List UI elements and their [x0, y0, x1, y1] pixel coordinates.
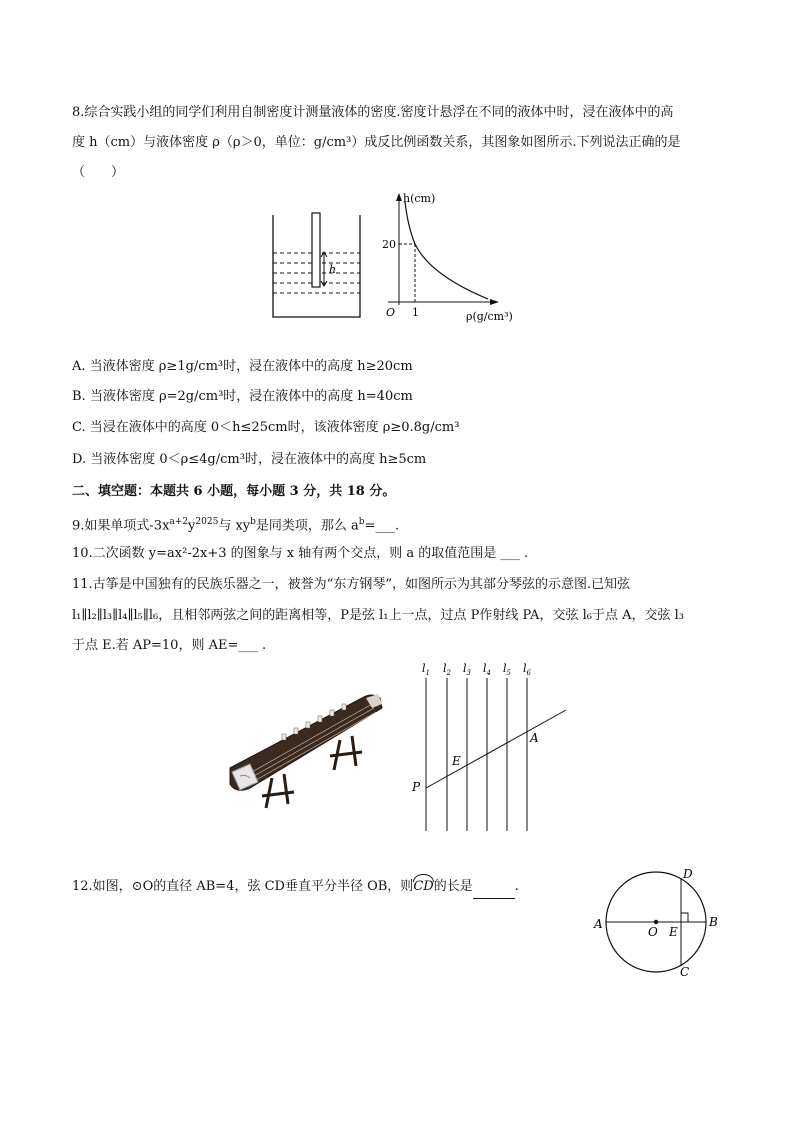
string-l2-label: $l_2$	[443, 662, 451, 677]
q12-arc-cd	[413, 874, 433, 896]
q8-option-b: B. 当液体密度 ρ=2g/cm³时，浸在液体中的高度 h=40cm	[72, 389, 413, 404]
q8-line-1: 8.综合实践小组的同学们利用自制密度计测量液体的密度.密度计悬浮在不同的液体中时，浸在液体中的高	[72, 105, 674, 120]
graph-x-tick-1: 1	[412, 306, 419, 319]
q10-line: 10.二次函数 y=ax²-2x+3 的图象与 x 轴有两个交点，则 a 的取值范围是 ___ .	[72, 546, 529, 561]
string-l3-label: $l_3$	[463, 662, 471, 677]
q12-end: .	[514, 879, 519, 894]
q8-option-d: D. 当液体密度 0＜ρ≤4g/cm³时，浸在液体中的高度 h≥5cm	[72, 452, 427, 467]
section-2-heading: 二、填空题：本题共 6 小题，每小题 3 分，共 18 分。	[72, 484, 396, 499]
q9-mid-1: y	[188, 518, 196, 534]
circle-label-a: A	[594, 917, 603, 931]
point-a-label: A	[530, 731, 539, 745]
q9-line	[72, 513, 399, 535]
q12-answer-blank[interactable]	[473, 880, 515, 899]
circle-label-c: C	[680, 965, 690, 979]
string-l4-label: $l_4$	[483, 662, 491, 677]
q12-line	[72, 874, 519, 899]
graph-x-axis-label: ρ(g/cm³)	[466, 310, 513, 323]
string-l1-label: $l_1$	[422, 662, 430, 677]
point-p-label: P	[412, 780, 421, 794]
q9-sup-3: b	[250, 517, 256, 527]
q9-mid-2: 与 xy	[218, 518, 251, 534]
circle-label-b: B	[709, 915, 718, 929]
string-l5-label: $l_5$	[503, 662, 511, 677]
densimeter-h-label: h	[329, 263, 337, 276]
q8-inverse-graph	[378, 187, 528, 327]
graph-y-axis-label: h(cm)	[403, 192, 436, 205]
q9-sup-1: a+2	[169, 517, 189, 527]
q9-pre: 9.如果单项式-3x	[72, 518, 170, 534]
q12-circle-figure	[590, 862, 720, 982]
q12-arc-mark	[413, 874, 433, 882]
point-e-label: E	[452, 754, 461, 768]
q11-line-2: l₁∥l₂∥l₃∥l₄∥l₅∥l₆，且相邻两弦之间的距离相等，P是弦 l₁上一点，过点 P作射线 PA，交弦 l₆于点 A，交弦 l₃	[72, 608, 684, 623]
guzheng-image	[222, 686, 392, 816]
q12-arc-letters: CD	[413, 879, 434, 894]
q11-line-3: 于点 E.若 AP=10，则 AE=___ .	[72, 638, 267, 653]
graph-origin-label: O	[386, 306, 396, 319]
q8-option-c: C. 当浸在液体中的高度 0＜h≤25cm时，该液体密度 ρ≥0.8g/cm³	[72, 420, 460, 435]
string-l6-label: $l_6$	[523, 662, 531, 677]
circle-label-o: O	[648, 925, 658, 939]
q8-line-2: 度 h（cm）与液体密度 ρ（ρ＞0，单位：g/cm³）成反比例函数关系，其图象如图所示.下列说法正确的是	[72, 135, 681, 150]
q9-sup-2: 2025	[195, 517, 219, 527]
circle-label-e: E	[669, 925, 678, 939]
q9-mid-3: 是同类项，那么 a	[255, 518, 359, 534]
q8-option-a: A. 当液体密度 ρ≥1g/cm³时，浸在液体中的高度 h≥20cm	[72, 359, 413, 374]
q12-pre: 12.如图，⊙O的直径 AB=4，弦 CD垂直平分半径 OB，则	[72, 879, 414, 894]
graph-y-tick-20: 20	[382, 238, 396, 251]
q11-line-1: 11.古筝是中国独有的民族乐器之一，被誉为“东方钢琴”，如图所示为其部分琴弦的示意图.已知弦	[72, 577, 631, 592]
q9-post: =___.	[364, 518, 400, 534]
circle-label-d: D	[683, 867, 693, 881]
q8-densimeter-figure	[266, 205, 366, 325]
q9-sup-4: b	[358, 517, 365, 527]
q11-strings-diagram	[406, 658, 576, 833]
q8-line-3: （ ）	[72, 165, 125, 180]
q12-post: 的长是	[433, 879, 473, 894]
